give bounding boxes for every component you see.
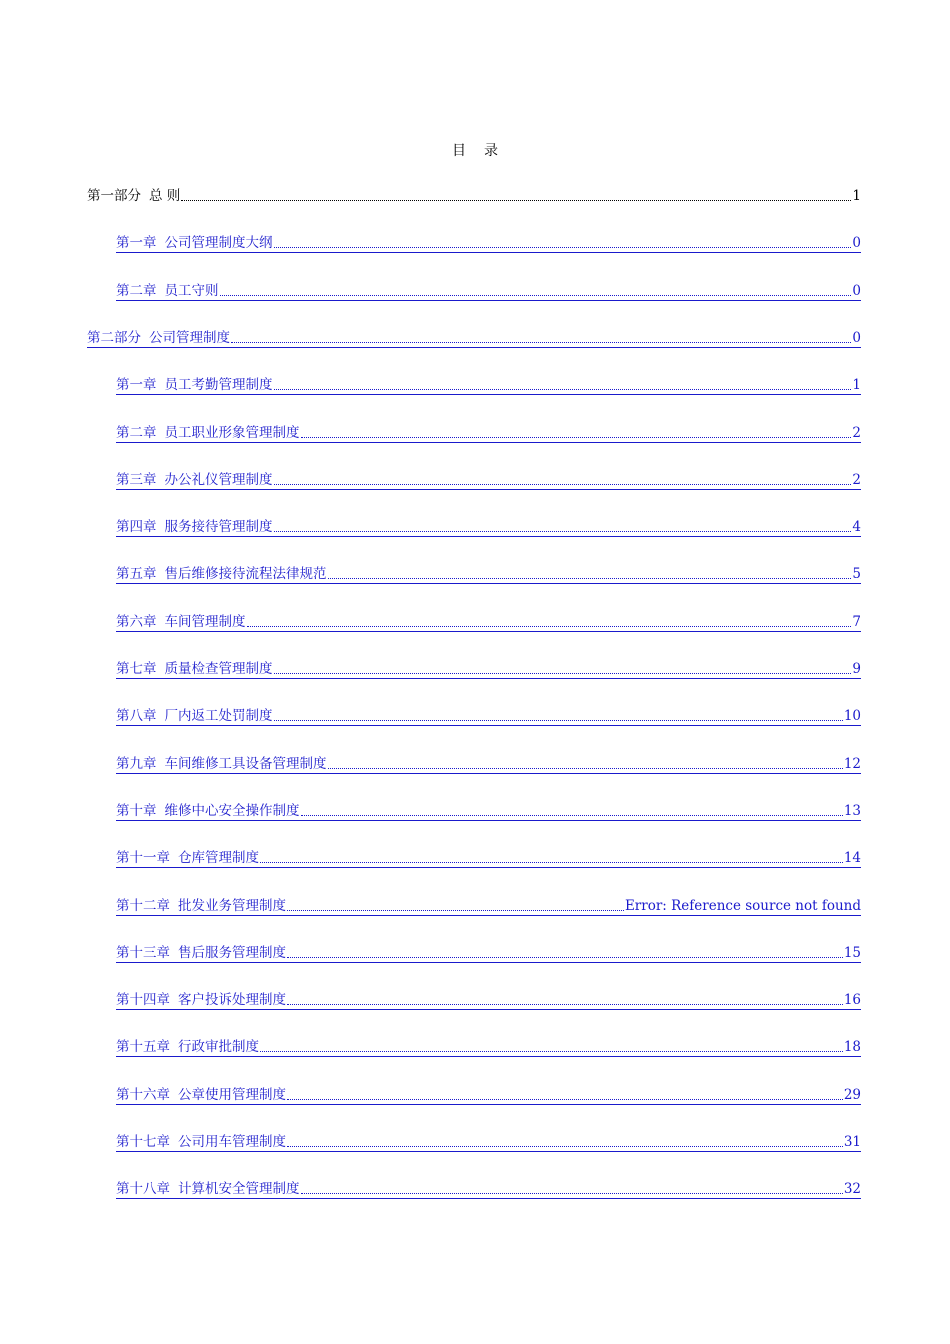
- toc-entry-number: 第一章: [116, 377, 157, 393]
- toc-entry-label: [116, 944, 286, 962]
- toc-entry[interactable]: [116, 849, 861, 868]
- toc-entry-label: [116, 802, 300, 820]
- toc-entry-label: [116, 991, 286, 1009]
- toc-entry-label: [116, 660, 273, 678]
- toc-entry-label: [116, 707, 273, 725]
- toc-page-number: 7: [852, 614, 861, 630]
- toc-page-number: 5: [852, 566, 861, 582]
- toc-entry[interactable]: [116, 991, 861, 1010]
- toc-dot-leader: [301, 437, 852, 438]
- toc-page-number: 13: [843, 803, 861, 819]
- toc-dot-leader: [328, 578, 852, 579]
- toc-entry: [87, 187, 861, 205]
- toc-entry[interactable]: [116, 376, 861, 395]
- toc-page-number: 0: [852, 330, 861, 346]
- toc-entry-number: 第十章: [116, 803, 157, 819]
- toc-entry-number: 第二部分: [87, 330, 141, 346]
- toc-page-number: 9: [852, 661, 861, 677]
- toc-entry-number: 第一章: [116, 235, 157, 251]
- toc-dot-leader: [274, 484, 852, 485]
- toc-page-number: 1: [852, 188, 861, 204]
- toc-entry[interactable]: [116, 1133, 861, 1152]
- toc-entry-number: 第十七章: [116, 1134, 170, 1150]
- toc-entry[interactable]: [116, 1086, 861, 1105]
- toc-entry-title: 厂内返工处罚制度: [164, 708, 273, 724]
- toc-entry[interactable]: [116, 944, 861, 963]
- toc-entry[interactable]: [116, 471, 861, 490]
- toc-page-number: 2: [852, 425, 861, 441]
- toc-entry-title: 公司管理制度大纲: [164, 235, 273, 251]
- toc-dot-leader: [287, 1146, 843, 1147]
- toc-entry[interactable]: [116, 424, 861, 443]
- toc-entry-title: 行政审批制度: [178, 1039, 259, 1055]
- toc-entry-label: [116, 613, 246, 631]
- toc-entry-title: 质量检查管理制度: [164, 661, 273, 677]
- toc-entry[interactable]: [116, 613, 861, 632]
- toc-entry-label: [116, 234, 273, 252]
- toc-entry-number: 第十三章: [116, 945, 170, 961]
- toc-dot-leader: [301, 1193, 843, 1194]
- toc-entry[interactable]: [116, 755, 861, 774]
- toc-entry[interactable]: [116, 660, 861, 679]
- toc-dot-leader: [287, 1004, 843, 1005]
- toc-entry-number: 第二章: [116, 283, 157, 299]
- toc-entry-title: 员工考勤管理制度: [164, 377, 273, 393]
- toc-entry-number: 第四章: [116, 519, 157, 535]
- toc-entry-label: [116, 1133, 286, 1151]
- toc-entry[interactable]: [116, 1038, 861, 1057]
- toc-entry-title: 办公礼仪管理制度: [164, 472, 273, 488]
- toc-entry[interactable]: [116, 518, 861, 537]
- toc-entry-label: [116, 565, 327, 583]
- toc-dot-leader: [287, 957, 843, 958]
- toc-entry[interactable]: [87, 329, 861, 348]
- toc-entry-title: 车间管理制度: [164, 614, 246, 630]
- toc-entry[interactable]: [116, 897, 861, 916]
- toc-page-number: 15: [843, 945, 861, 961]
- toc-entry-title: 公司用车管理制度: [178, 1134, 286, 1150]
- toc-entry-title: 仓库管理制度: [178, 850, 259, 866]
- toc-page-number: 12: [843, 756, 861, 772]
- toc-dot-leader: [274, 247, 852, 248]
- toc-entry-label: [116, 1038, 259, 1056]
- toc-entry-label: [116, 897, 286, 915]
- toc-page-number: 4: [852, 519, 861, 535]
- toc-entry-number: 第十八章: [116, 1181, 170, 1197]
- toc-entry-label: [116, 424, 300, 442]
- toc-entry[interactable]: [116, 565, 861, 584]
- toc-page-number: Error: Reference source not found: [624, 898, 861, 914]
- toc-entry-title: 车间维修工具设备管理制度: [164, 756, 327, 772]
- toc-entry-label: [87, 187, 180, 205]
- toc-entry-number: 第六章: [116, 614, 157, 630]
- toc-title-char-1: 目: [452, 143, 466, 159]
- toc-entry-number: 第十二章: [116, 898, 170, 914]
- toc-dot-leader: [274, 673, 852, 674]
- toc-entry-title: 公司管理制度: [149, 330, 230, 346]
- toc-entry-title: 批发业务管理制度: [178, 898, 286, 914]
- toc-entry[interactable]: [116, 802, 861, 821]
- toc-entry-title: 员工职业形象管理制度: [164, 425, 300, 441]
- toc-dot-leader: [274, 720, 843, 721]
- toc-page-number: 0: [852, 235, 861, 251]
- toc-page-number: 14: [843, 850, 861, 866]
- toc-entry-number: 第十五章: [116, 1039, 170, 1055]
- toc-page-number: 16: [843, 992, 861, 1008]
- toc-entry-label: [116, 1086, 286, 1104]
- toc-entry[interactable]: [116, 1180, 861, 1199]
- toc-entry-label: [116, 376, 273, 394]
- toc-entry-title: 维修中心安全操作制度: [164, 803, 300, 819]
- toc-entry-number: 第九章: [116, 756, 157, 772]
- toc-dot-leader: [328, 768, 843, 769]
- toc-entry-number: 第三章: [116, 472, 157, 488]
- toc-dot-leader: [301, 815, 843, 816]
- toc-entry-title: 计算机安全管理制度: [178, 1181, 300, 1197]
- toc-entry-title: 售后服务管理制度: [178, 945, 286, 961]
- toc-entry-title: 服务接待管理制度: [164, 519, 273, 535]
- toc-page-number: 0: [852, 283, 861, 299]
- toc-entry-title: 售后维修接待流程法律规范: [164, 566, 327, 582]
- toc-entry[interactable]: [116, 234, 861, 253]
- toc-entry-label: [87, 329, 230, 347]
- toc-page-number: 32: [843, 1181, 861, 1197]
- toc-entry[interactable]: [116, 707, 861, 726]
- toc-dot-leader: [274, 531, 852, 532]
- toc-entry[interactable]: [116, 282, 861, 301]
- toc-entry-number: 第八章: [116, 708, 157, 724]
- toc-entry-label: [116, 471, 273, 489]
- toc-dot-leader: [181, 200, 851, 201]
- toc-entry-label: [116, 849, 259, 867]
- toc-title-char-2: 录: [484, 143, 498, 159]
- toc-dot-leader: [260, 862, 843, 863]
- toc-entry-number: 第十一章: [116, 850, 170, 866]
- toc-dot-leader: [274, 389, 852, 390]
- toc-entry-label: [116, 755, 327, 773]
- toc-entry-number: 第二章: [116, 425, 157, 441]
- toc-entry-title: 员工守则: [164, 283, 219, 299]
- toc-page-number: 1: [852, 377, 861, 393]
- toc-dot-leader: [287, 1099, 843, 1100]
- toc-entry-number: 第五章: [116, 566, 157, 582]
- toc-entry-title: 公章使用管理制度: [178, 1087, 286, 1103]
- toc-entry-number: 第十六章: [116, 1087, 170, 1103]
- toc-entry-label: [116, 1180, 300, 1198]
- toc-entry-title: 客户投诉处理制度: [178, 992, 286, 1008]
- toc-dot-leader: [220, 295, 852, 296]
- toc-entry-number: 第七章: [116, 661, 157, 677]
- toc-entry-title: 总 则: [149, 188, 181, 204]
- toc-dot-leader: [231, 342, 851, 343]
- toc-entry-label: [116, 518, 273, 536]
- toc-page-number: 18: [843, 1039, 861, 1055]
- toc-dot-leader: [247, 626, 852, 627]
- toc-page-number: 29: [843, 1087, 861, 1103]
- toc-entry-number: 第一部分: [87, 188, 141, 204]
- toc-dot-leader: [287, 910, 624, 911]
- toc-entry-label: [116, 282, 219, 300]
- toc-entry-number: 第十四章: [116, 992, 170, 1008]
- toc-dot-leader: [260, 1051, 843, 1052]
- toc-page-number: 31: [843, 1134, 861, 1150]
- toc-page-number: 10: [843, 708, 861, 724]
- toc-page-number: 2: [852, 472, 861, 488]
